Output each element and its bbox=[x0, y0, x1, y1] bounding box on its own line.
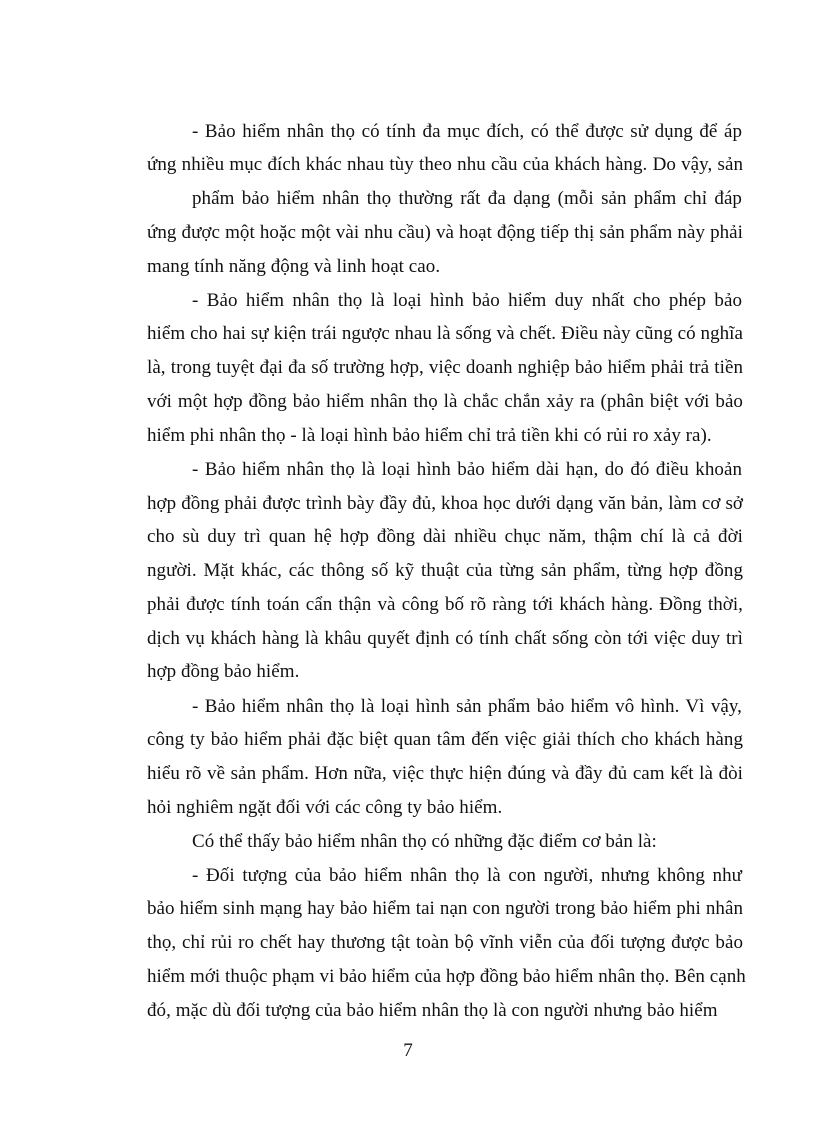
text-line: hiểu rõ về sản phẩm. Hơn nữa, việc thực hiện đúng và đầy đủ cam kết là đòi bbox=[147, 763, 743, 784]
text-line: Có thể thấy bảo hiểm nhân thọ có những đặc điểm cơ bản là: bbox=[192, 831, 657, 852]
text-line: ứng nhiều mục đích khác nhau tùy theo nhu cầu của khách hàng. Do vậy, sản bbox=[147, 154, 743, 175]
page-number: 7 bbox=[403, 1040, 413, 1061]
text-line: thọ, chỉ rủi ro chết hay thương tật toàn bộ vĩnh viễn của đối tượng được bảo bbox=[147, 932, 743, 953]
text-line: - Bảo hiểm nhân thọ là loại hình bảo hiểm dài hạn, do đó điều khoản bbox=[192, 459, 742, 480]
text-line: hiểm mới thuộc phạm vi bảo hiểm của hợp đồng bảo hiểm nhân thọ. Bên cạnh bbox=[147, 966, 746, 987]
text-line: là, trong tuyệt đại đa số trường hợp, việc doanh nghiệp bảo hiểm phải trả tiền bbox=[147, 357, 743, 378]
text-line: - Đối tượng của bảo hiểm nhân thọ là con người, nhưng không như bbox=[192, 865, 742, 886]
text-line: hiểm phi nhân thọ - là loại hình bảo hiểm chỉ trả tiền khi có rủi ro xảy ra). bbox=[147, 425, 712, 446]
text-line: phẩm bảo hiểm nhân thọ thường rất đa dạng (mỗi sản phẩm chỉ đáp bbox=[192, 188, 742, 209]
text-line: bảo hiểm sinh mạng hay bảo hiểm tai nạn con người trong bảo hiểm phi nhân bbox=[147, 898, 743, 919]
text-line: người. Mặt khác, các thông số kỹ thuật của từng sản phẩm, từng hợp đồng bbox=[147, 560, 743, 581]
text-line: công ty bảo hiểm phải đặc biệt quan tâm đến việc giải thích cho khách hàng bbox=[147, 729, 743, 750]
text-line: ứng được một hoặc một vài nhu cầu) và hoạt động tiếp thị sản phẩm này phải bbox=[147, 222, 743, 243]
text-line: phải được tính toán cẩn thận và công bố rõ ràng tới khách hàng. Đồng thời, bbox=[147, 594, 743, 615]
text-line: hỏi nghiêm ngặt đối với các công ty bảo hiểm. bbox=[147, 797, 503, 818]
text-line: mang tính năng động và linh hoạt cao. bbox=[147, 256, 441, 277]
text-line: đó, mặc dù đối tượng của bảo hiểm nhân thọ là con người nhưng bảo hiểm bbox=[147, 1000, 718, 1021]
text-line: hợp đồng bảo hiểm. bbox=[147, 661, 300, 682]
text-line: hiểm cho hai sự kiện trái ngược nhau là sống và chết. Điều này cũng có nghĩa bbox=[147, 323, 743, 344]
text-line: - Bảo hiểm nhân thọ là loại hình bảo hiểm duy nhất cho phép bảo bbox=[192, 290, 742, 311]
text-line: hợp đồng phải được trình bày đầy đủ, khoa học dưới dạng văn bản, làm cơ sở bbox=[147, 493, 743, 514]
text-line: cho sù duy trì quan hệ hợp đồng dài nhiều chục năm, thậm chí là cả đời bbox=[147, 526, 743, 547]
text-line: - Bảo hiểm nhân thọ là loại hình sản phẩm bảo hiểm vô hình. Vì vậy, bbox=[192, 696, 742, 717]
text-line: - Bảo hiểm nhân thọ có tính đa mục đích, có thể được sử dụng để áp bbox=[192, 121, 742, 142]
text-line: với một hợp đồng bảo hiểm nhân thọ là chắc chắn xảy ra (phân biệt với bảo bbox=[147, 391, 743, 412]
text-line: dịch vụ khách hàng là khâu quyết định có tính chất sống còn tới việc duy trì bbox=[147, 628, 743, 649]
